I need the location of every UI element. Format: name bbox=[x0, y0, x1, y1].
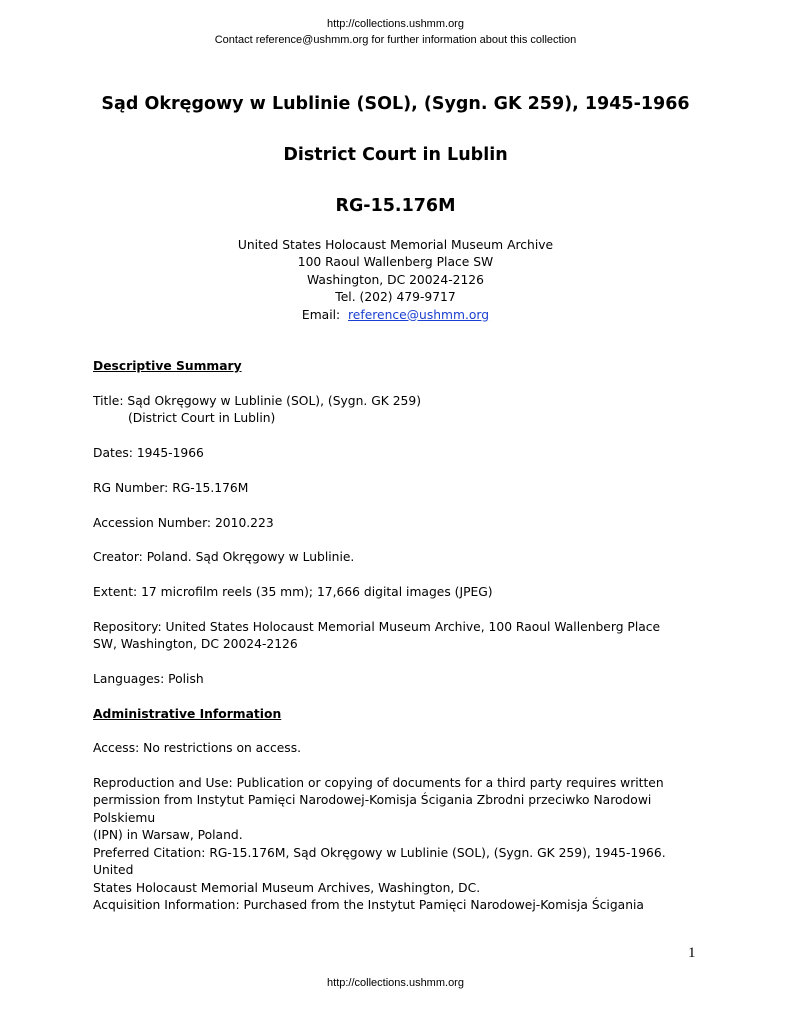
administrative-heading: Administrative Information bbox=[93, 707, 282, 721]
summary-languages: Languages: Polish bbox=[93, 672, 204, 686]
archive-address bbox=[0, 237, 791, 324]
title-polish: Sąd Okręgowy w Lublinie (SOL), (Sygn. GK 259), 1945-1966 bbox=[101, 94, 690, 114]
address-line-2: 100 Raoul Wallenberg Place SW bbox=[297, 255, 494, 270]
admin-access: Access: No restrictions on access. bbox=[93, 741, 302, 755]
address-tel: Tel. (202) 479-9717 bbox=[335, 290, 456, 305]
address-line-1: United States Holocaust Memorial Museum Archive bbox=[237, 238, 554, 252]
address-email-row bbox=[0, 307, 791, 324]
address-line-3: Washington, DC 20024-2126 bbox=[307, 272, 484, 287]
admin-reproduction: Reproduction and Use: Publication or copying of documents for a third party requires written permission from Instytut Pamięci Narodowej-Komisja Ścigania Zbrodni przeciwko Narodowi Polskiemu (IPN) in Warsaw, Poland. bbox=[93, 776, 664, 843]
header-url[interactable]: http://collections.ushmm.org bbox=[327, 18, 464, 30]
email-link[interactable]: reference@ushmm.org bbox=[348, 307, 490, 322]
summary-title: Title: Sąd Okręgowy w Lublinie (SOL), (Sygn. GK 259) (District Court in Lublin) bbox=[93, 394, 421, 426]
title-rg-number: RG-15.176M bbox=[335, 196, 456, 216]
summary-dates: Dates: 1945-1966 bbox=[93, 446, 204, 460]
email-label: Email: bbox=[301, 307, 341, 322]
footer-url[interactable]: http://collections.ushmm.org bbox=[327, 977, 464, 989]
admin-acquisition: Acquisition Information: Purchased from the Instytut Pamięci Narodowej-Komisja Ścigania bbox=[93, 898, 644, 912]
admin-citation: Preferred Citation: RG-15.176M, Sąd Okręgowy w Lublinie (SOL), (Sygn. GK 259), 1945-1966. United States Holocaust Memorial Museum Archives, Washington, DC. bbox=[93, 846, 666, 895]
summary-repository: Repository: United States Holocaust Memorial Museum Archive, 100 Raoul Wallenberg Place SW, Washington, DC 20024-2126 bbox=[93, 620, 661, 652]
summary-rg-number: RG Number: RG-15.176M bbox=[93, 481, 249, 495]
header-contact: Contact reference@ushmm.org for further information about this collection bbox=[214, 34, 577, 46]
title-english: District Court in Lublin bbox=[283, 145, 508, 165]
summary-extent: Extent: 17 microfilm reels (35 mm); 17,666 digital images (JPEG) bbox=[93, 585, 493, 599]
page-number: 1 bbox=[688, 945, 696, 961]
summary-creator: Creator: Poland. Sąd Okręgowy w Lublinie. bbox=[93, 550, 355, 564]
summary-accession: Accession Number: 2010.223 bbox=[93, 516, 274, 530]
descriptive-summary-heading: Descriptive Summary bbox=[93, 359, 242, 373]
